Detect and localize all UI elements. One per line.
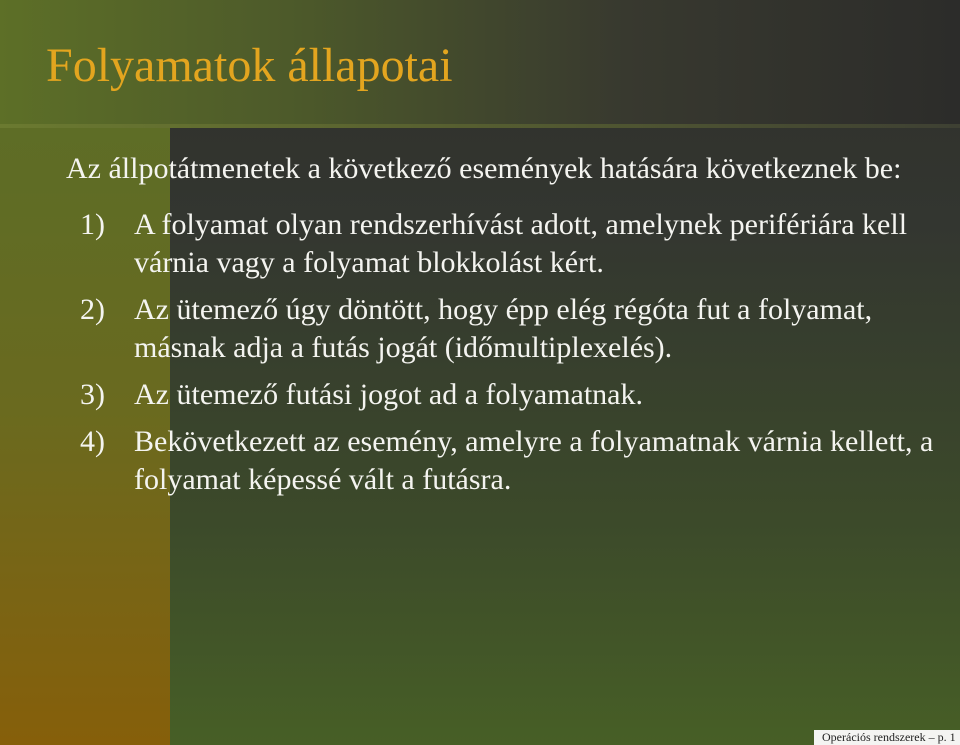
- list-item: [66, 423, 946, 499]
- list-item-text: Az ütemező futási jogot ad a folyamatnak.: [134, 378, 643, 411]
- list-item-number: 1): [80, 208, 105, 241]
- numbered-list: [66, 206, 946, 499]
- list-item-number: 2): [80, 293, 105, 326]
- intro-text: Az állpotátmenetek a következő események hatására következnek be:: [66, 152, 902, 185]
- slide-title: Folyamatok állapotai: [46, 39, 453, 92]
- list-item: [66, 376, 946, 414]
- list-item-text: Az ütemező úgy döntött, hogy épp elég régóta fut a folyamat, másnak adja a futás jogát (időmultiplexelés).: [134, 293, 873, 364]
- slide-content: [66, 150, 946, 508]
- list-item: [66, 291, 946, 367]
- page-footer: Operációs rendszerek – p. 1: [814, 730, 960, 745]
- list-item-number: 3): [80, 378, 105, 411]
- list-item-number: 4): [80, 425, 105, 458]
- title-divider: [0, 124, 960, 128]
- list-item-text: Bekövetkezett az esemény, amelyre a folyamatnak várnia kellett, a folyamat képessé vált a futásra.: [134, 425, 934, 496]
- list-item-text: A folyamat olyan rendszerhívást adott, amelynek perifériára kell várnia vagy a folyamat blokkolást kért.: [134, 208, 908, 279]
- list-item: [66, 206, 946, 282]
